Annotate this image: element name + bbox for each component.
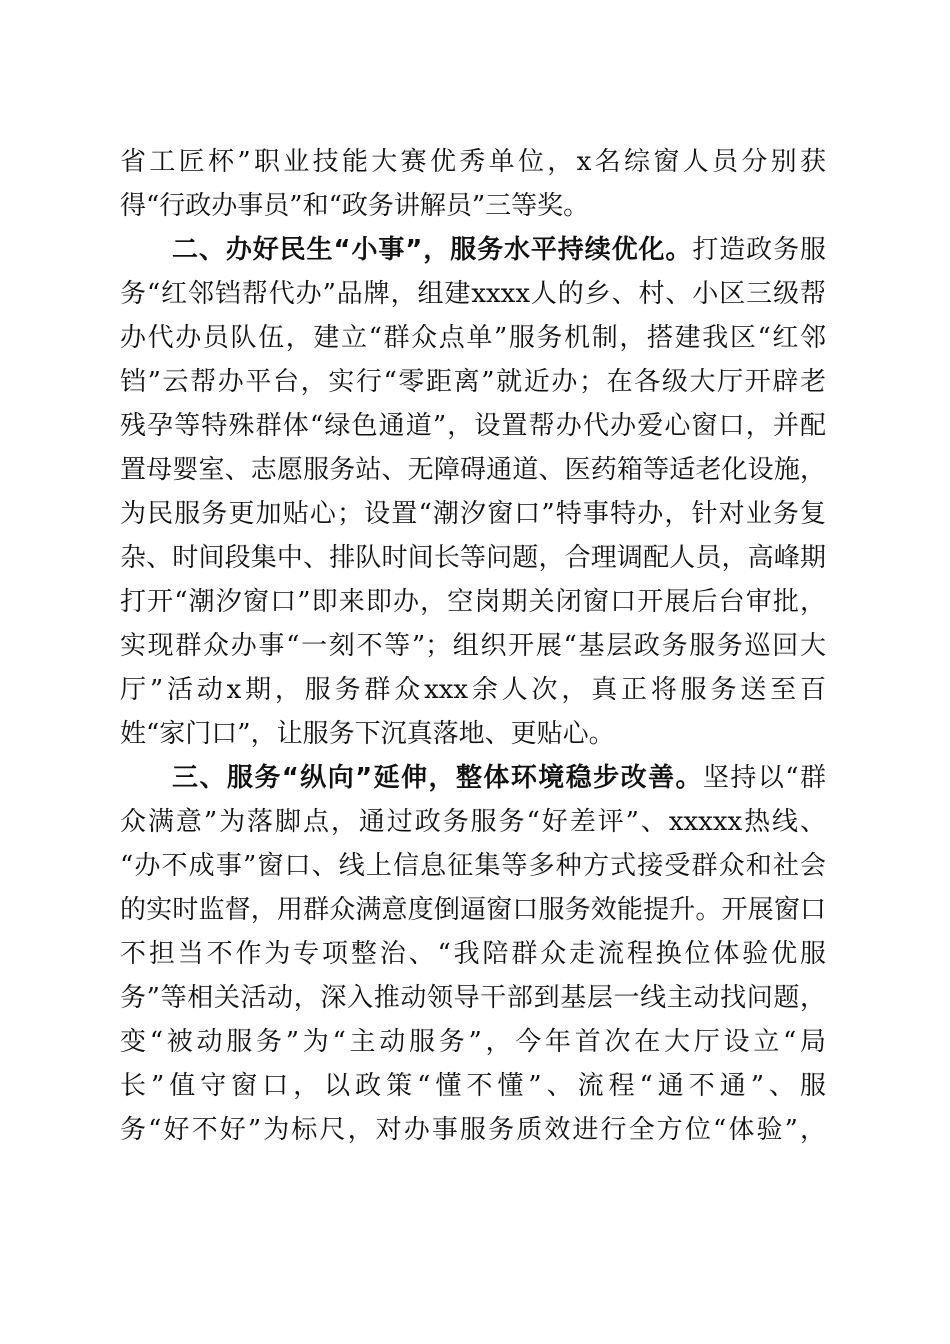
body-text-line: 置母婴室、志愿服务站、无障碍通道、医药箱等适老化设施， [120, 455, 826, 485]
body-text-line: 厅”活动x期，服务群众xxx余人次，真正将服务送至百 [120, 675, 826, 705]
body-text-line: 务”等相关活动，深入推动领导干部到基层一线主动找问题， [120, 983, 826, 1013]
section-heading-line: 二、办好民生“小事”，服务水平持续优化。打造政务服 [172, 235, 826, 265]
body-text-line: 铛”云帮办平台，实行“零距离”就近办；在各级大厅开辟老 [120, 367, 826, 397]
body-text-line: “办不成事”窗口、线上信息征集等多种方式接受群众和社会 [120, 851, 826, 881]
body-text-line: 长”值守窗口，以政策“懂不懂”、流程“通不通”、服 [120, 1071, 826, 1101]
body-text-line: 得“行政办事员”和“政务讲解员”三等奖。 [120, 191, 590, 221]
body-text-line: 变“被动服务”为“主动服务”，今年首次在大厅设立“局 [120, 1027, 826, 1057]
body-text-line: 杂、时间段集中、排队时间长等问题，合理调配人员，高峰期 [120, 543, 826, 573]
body-text-line: 的实时监督，用群众满意度倒逼窗口服务效能提升。开展窗口 [120, 895, 826, 925]
section-heading-line: 三、服务“纵向”延伸，整体环境稳步改善。坚持以“群 [172, 763, 826, 793]
body-text-line: 打开“潮汐窗口”即来即办，空岗期关闭窗口开展后台审批， [120, 587, 826, 617]
section-heading: 三、服务“纵向”延伸，整体环境稳步改善。 [172, 763, 703, 793]
body-text-line: 残孕等特殊群体“绿色通道”，设置帮办代办爱心窗口，并配 [120, 411, 826, 441]
body-text-line: 姓“家门口”，让服务下沉真落地、更贴心。 [120, 719, 615, 749]
body-text-line: 不担当不作为专项整治、“我陪群众走流程换位体验优服 [120, 939, 826, 969]
section-heading: 二、办好民生“小事”，服务水平持续优化。 [172, 235, 693, 265]
body-text-line: 为民服务更加贴心；设置“潮汐窗口”特事特办，针对业务复 [120, 499, 826, 529]
body-text-line: 省工匠杯”职业技能大赛优秀单位，x名综窗人员分别获 [120, 147, 826, 177]
body-text-line: 办代办员队伍，建立“群众点单”服务机制，搭建我区“红邻 [120, 323, 826, 353]
body-text-line: 务“红邻铛帮代办”品牌，组建xxxx人的乡、村、小区三级帮 [120, 279, 826, 309]
body-text-line: 众满意”为落脚点，通过政务服务“好差评”、xxxxx热线、 [120, 807, 826, 837]
body-text-line: 务“好不好”为标尺，对办事服务质效进行全方位“体验”， [120, 1115, 826, 1145]
body-text-line: 实现群众办事“一刻不等”；组织开展“基层政务服务巡回大 [120, 631, 826, 661]
